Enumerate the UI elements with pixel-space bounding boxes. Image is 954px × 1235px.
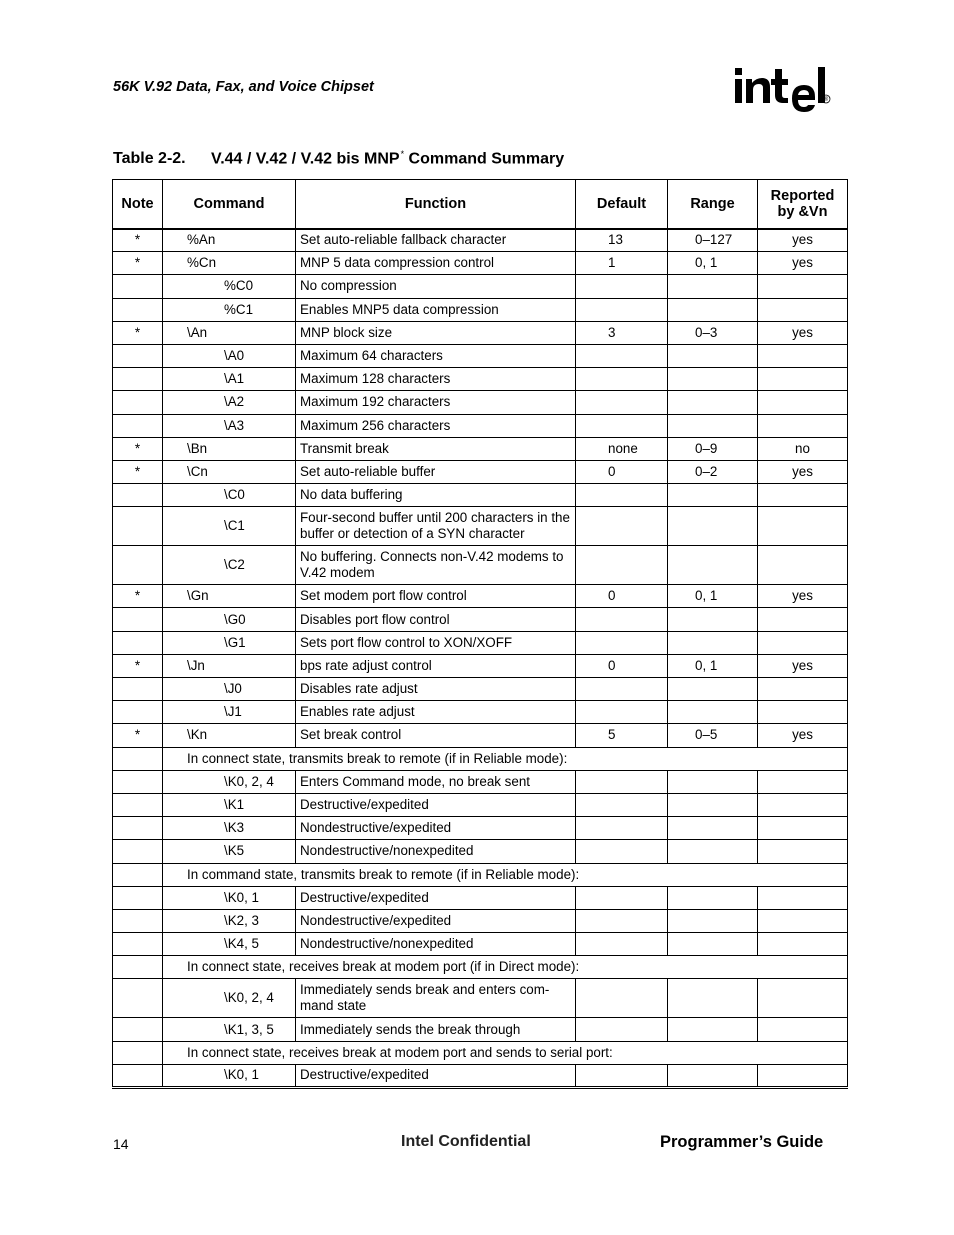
range-cell: 0–3 — [668, 321, 758, 344]
table-row — [113, 933, 848, 956]
subcommand-cell: \C2 — [163, 546, 296, 585]
column-header-reported: Reported by &Vn — [758, 180, 848, 229]
table-row — [113, 956, 848, 979]
default-cell — [576, 484, 668, 507]
section-description-cell: In connect state, receives break at modem port (if in Direct mode): — [163, 956, 848, 979]
table-row — [113, 654, 848, 677]
function-cell: Transmit break — [296, 437, 576, 460]
note-cell — [113, 886, 163, 909]
table-row — [113, 275, 848, 298]
default-cell — [576, 1064, 668, 1087]
note-cell: * — [113, 437, 163, 460]
default-cell: 3 — [576, 321, 668, 344]
table-row — [113, 909, 848, 932]
note-cell — [113, 840, 163, 863]
reported-cell — [758, 546, 848, 585]
table-title: V.44 / V.42 / V.42 bis MNP — [211, 150, 400, 168]
default-cell — [576, 817, 668, 840]
note-cell — [113, 793, 163, 816]
reported-cell — [758, 414, 848, 437]
range-cell — [668, 909, 758, 932]
table-row — [113, 484, 848, 507]
note-cell: * — [113, 460, 163, 483]
reported-cell — [758, 275, 848, 298]
note-cell — [113, 368, 163, 391]
table-row — [113, 631, 848, 654]
table-row — [113, 747, 848, 770]
reported-cell — [758, 507, 848, 546]
range-cell — [668, 1018, 758, 1041]
reported-cell — [758, 701, 848, 724]
default-cell — [576, 368, 668, 391]
note-cell — [113, 298, 163, 321]
function-cell: Disables rate adjust — [296, 678, 576, 701]
table-row — [113, 585, 848, 608]
command-cell: \Bn — [163, 437, 296, 460]
range-cell — [668, 770, 758, 793]
range-cell: 0, 1 — [668, 585, 758, 608]
reported-cell — [758, 840, 848, 863]
default-cell — [576, 1018, 668, 1041]
range-cell: 0–127 — [668, 229, 758, 252]
reported-cell — [758, 391, 848, 414]
range-cell — [668, 344, 758, 367]
table-label: Table 2-2. — [113, 150, 186, 168]
note-cell: * — [113, 321, 163, 344]
function-cell: Nondestructive/nonexpedited — [296, 933, 576, 956]
range-cell — [668, 275, 758, 298]
column-header-command: Command — [163, 180, 296, 229]
reported-cell — [758, 484, 848, 507]
range-cell: 0, 1 — [668, 252, 758, 275]
reported-cell — [758, 793, 848, 816]
default-cell — [576, 886, 668, 909]
note-cell — [113, 1064, 163, 1087]
subcommand-cell: \K4, 5 — [163, 933, 296, 956]
command-cell: %An — [163, 229, 296, 252]
range-cell — [668, 546, 758, 585]
default-cell: 0 — [576, 585, 668, 608]
range-cell — [668, 414, 758, 437]
default-cell — [576, 678, 668, 701]
note-cell — [113, 344, 163, 367]
default-cell: 0 — [576, 654, 668, 677]
table-row — [113, 840, 848, 863]
reported-cell: yes — [758, 229, 848, 252]
note-cell — [113, 484, 163, 507]
reported-cell — [758, 1018, 848, 1041]
note-cell: * — [113, 724, 163, 747]
default-cell — [576, 909, 668, 932]
reported-cell — [758, 631, 848, 654]
range-cell — [668, 507, 758, 546]
command-summary-table — [112, 179, 848, 1089]
note-cell: * — [113, 654, 163, 677]
reported-cell — [758, 909, 848, 932]
default-cell: 13 — [576, 229, 668, 252]
subcommand-cell: \C0 — [163, 484, 296, 507]
command-cell: \Gn — [163, 585, 296, 608]
note-cell — [113, 909, 163, 932]
intel-logo — [733, 60, 833, 120]
table-row — [113, 701, 848, 724]
table-row — [113, 793, 848, 816]
subcommand-cell: \K5 — [163, 840, 296, 863]
table-row — [113, 678, 848, 701]
function-cell: No compression — [296, 275, 576, 298]
section-description-cell: In command state, transmits break to remote (if in Reliable mode): — [163, 863, 848, 886]
function-cell: Nondestructive/nonexpedited — [296, 840, 576, 863]
function-cell: Set auto-reliable fallback character — [296, 229, 576, 252]
range-cell — [668, 1064, 758, 1087]
function-cell: Sets port flow control to XON/XOFF — [296, 631, 576, 654]
table-title-superscript: * — [400, 149, 405, 159]
function-cell: Immediately sends break and enters com-mand state — [296, 979, 576, 1018]
range-cell — [668, 886, 758, 909]
note-cell — [113, 631, 163, 654]
function-cell: Destructive/expedited — [296, 1064, 576, 1087]
table-row — [113, 298, 848, 321]
default-cell — [576, 275, 668, 298]
svg-text:®: ® — [823, 97, 829, 104]
reported-cell — [758, 979, 848, 1018]
note-cell — [113, 1041, 163, 1064]
range-cell — [668, 631, 758, 654]
default-cell — [576, 507, 668, 546]
range-cell — [668, 933, 758, 956]
table-row — [113, 724, 848, 747]
command-cell: \Cn — [163, 460, 296, 483]
range-cell — [668, 608, 758, 631]
default-cell: 1 — [576, 252, 668, 275]
note-cell — [113, 956, 163, 979]
note-cell — [113, 979, 163, 1018]
table-row — [113, 1041, 848, 1064]
table-row — [113, 608, 848, 631]
function-cell: Maximum 64 characters — [296, 344, 576, 367]
note-cell: * — [113, 585, 163, 608]
range-cell — [668, 678, 758, 701]
function-cell: Maximum 192 characters — [296, 391, 576, 414]
default-cell — [576, 793, 668, 816]
default-cell — [576, 933, 668, 956]
confidential-label: Intel Confidential — [401, 1133, 531, 1150]
reported-cell — [758, 344, 848, 367]
note-cell — [113, 546, 163, 585]
command-cell: \An — [163, 321, 296, 344]
table-row — [113, 391, 848, 414]
subcommand-cell: \K1 — [163, 793, 296, 816]
table-row — [113, 770, 848, 793]
note-cell — [113, 678, 163, 701]
page-number: 14 — [113, 1136, 129, 1152]
subcommand-cell: \K0, 1 — [163, 886, 296, 909]
table-row — [113, 507, 848, 546]
default-cell — [576, 770, 668, 793]
range-cell — [668, 484, 758, 507]
function-cell: MNP 5 data compression control — [296, 252, 576, 275]
note-cell: * — [113, 229, 163, 252]
column-header-function: Function — [296, 180, 576, 229]
range-cell: 0–2 — [668, 460, 758, 483]
table-row — [113, 437, 848, 460]
default-cell — [576, 979, 668, 1018]
note-cell: * — [113, 252, 163, 275]
table-row — [113, 546, 848, 585]
reported-cell: yes — [758, 321, 848, 344]
note-cell — [113, 414, 163, 437]
note-cell — [113, 701, 163, 724]
command-cell: \Jn — [163, 654, 296, 677]
table-header-row — [113, 180, 848, 229]
range-cell — [668, 701, 758, 724]
function-cell: MNP block size — [296, 321, 576, 344]
range-cell: 0–5 — [668, 724, 758, 747]
reported-cell — [758, 368, 848, 391]
subcommand-cell: \A0 — [163, 344, 296, 367]
default-cell — [576, 701, 668, 724]
reported-cell: yes — [758, 460, 848, 483]
subcommand-cell: %C1 — [163, 298, 296, 321]
table-row — [113, 817, 848, 840]
default-cell — [576, 298, 668, 321]
command-cell: \Kn — [163, 724, 296, 747]
table-row — [113, 229, 848, 252]
table-row — [113, 414, 848, 437]
reported-cell — [758, 770, 848, 793]
section-description-cell: In connect state, receives break at modem port and sends to serial port: — [163, 1041, 848, 1064]
range-cell — [668, 298, 758, 321]
reported-cell — [758, 608, 848, 631]
note-cell — [113, 608, 163, 631]
note-cell — [113, 747, 163, 770]
note-cell — [113, 770, 163, 793]
function-cell: Disables port flow control — [296, 608, 576, 631]
table-row — [113, 321, 848, 344]
table-row — [113, 1064, 848, 1087]
range-cell — [668, 391, 758, 414]
function-cell: Set break control — [296, 724, 576, 747]
reported-cell: yes — [758, 724, 848, 747]
function-cell: bps rate adjust control — [296, 654, 576, 677]
function-cell: Destructive/expedited — [296, 886, 576, 909]
default-cell — [576, 414, 668, 437]
default-cell: 0 — [576, 460, 668, 483]
subcommand-cell: %C0 — [163, 275, 296, 298]
subcommand-cell: \A1 — [163, 368, 296, 391]
function-cell: Nondestructive/expedited — [296, 817, 576, 840]
reported-cell: yes — [758, 585, 848, 608]
function-cell: Enables MNP5 data compression — [296, 298, 576, 321]
table-row — [113, 344, 848, 367]
table-title-suffix: Command Summary — [404, 150, 565, 168]
subcommand-cell: \J0 — [163, 678, 296, 701]
function-cell: Maximum 256 characters — [296, 414, 576, 437]
reported-cell — [758, 1064, 848, 1087]
range-cell — [668, 368, 758, 391]
function-cell: No buffering. Connects non-V.42 modems to V.42 modem — [296, 546, 576, 585]
table-row — [113, 1018, 848, 1041]
default-cell: 5 — [576, 724, 668, 747]
subcommand-cell: \K3 — [163, 817, 296, 840]
subcommand-cell: \A3 — [163, 414, 296, 437]
range-cell: 0–9 — [668, 437, 758, 460]
table-row — [113, 863, 848, 886]
note-cell — [113, 863, 163, 886]
subcommand-cell: \K1, 3, 5 — [163, 1018, 296, 1041]
command-cell: %Cn — [163, 252, 296, 275]
range-cell — [668, 793, 758, 816]
subcommand-cell: \K0, 2, 4 — [163, 979, 296, 1018]
range-cell — [668, 817, 758, 840]
function-cell: Four-second buffer until 200 characters in the buffer or detection of a SYN character — [296, 507, 576, 546]
table-row — [113, 979, 848, 1018]
reported-cell — [758, 298, 848, 321]
table-caption — [113, 149, 564, 168]
note-cell — [113, 275, 163, 298]
function-cell: Destructive/expedited — [296, 793, 576, 816]
function-cell: Maximum 128 characters — [296, 368, 576, 391]
default-cell — [576, 391, 668, 414]
reported-cell — [758, 678, 848, 701]
default-cell — [576, 631, 668, 654]
default-cell: none — [576, 437, 668, 460]
function-cell: Immediately sends the break through — [296, 1018, 576, 1041]
subcommand-cell: \K0, 1 — [163, 1064, 296, 1087]
table-row — [113, 460, 848, 483]
subcommand-cell: \A2 — [163, 391, 296, 414]
reported-cell — [758, 886, 848, 909]
range-cell: 0, 1 — [668, 654, 758, 677]
subcommand-cell: \K2, 3 — [163, 909, 296, 932]
function-cell: No data buffering — [296, 484, 576, 507]
default-cell — [576, 546, 668, 585]
subcommand-cell: \G1 — [163, 631, 296, 654]
subcommand-cell: \G0 — [163, 608, 296, 631]
function-cell: Nondestructive/expedited — [296, 909, 576, 932]
function-cell: Set auto-reliable buffer — [296, 460, 576, 483]
subcommand-cell: \K0, 2, 4 — [163, 770, 296, 793]
column-header-note: Note — [113, 180, 163, 229]
note-cell — [113, 391, 163, 414]
table-row — [113, 368, 848, 391]
column-header-range: Range — [668, 180, 758, 229]
guide-title: Programmer’s Guide — [660, 1133, 824, 1151]
table-row — [113, 886, 848, 909]
reported-cell — [758, 817, 848, 840]
reported-cell: yes — [758, 654, 848, 677]
subcommand-cell: \C1 — [163, 507, 296, 546]
range-cell — [668, 840, 758, 863]
default-cell — [576, 344, 668, 367]
range-cell — [668, 979, 758, 1018]
column-header-default: Default — [576, 180, 668, 229]
section-description-cell: In connect state, transmits break to remote (if in Reliable mode): — [163, 747, 848, 770]
reported-cell — [758, 933, 848, 956]
note-cell — [113, 1018, 163, 1041]
note-cell — [113, 817, 163, 840]
reported-cell: no — [758, 437, 848, 460]
note-cell — [113, 507, 163, 546]
note-cell — [113, 933, 163, 956]
table-row — [113, 252, 848, 275]
document-title: 56K V.92 Data, Fax, and Voice Chipset — [113, 79, 374, 95]
default-cell — [576, 840, 668, 863]
function-cell: Enters Command mode, no break sent — [296, 770, 576, 793]
subcommand-cell: \J1 — [163, 701, 296, 724]
function-cell: Set modem port flow control — [296, 585, 576, 608]
reported-cell: yes — [758, 252, 848, 275]
function-cell: Enables rate adjust — [296, 701, 576, 724]
default-cell — [576, 608, 668, 631]
